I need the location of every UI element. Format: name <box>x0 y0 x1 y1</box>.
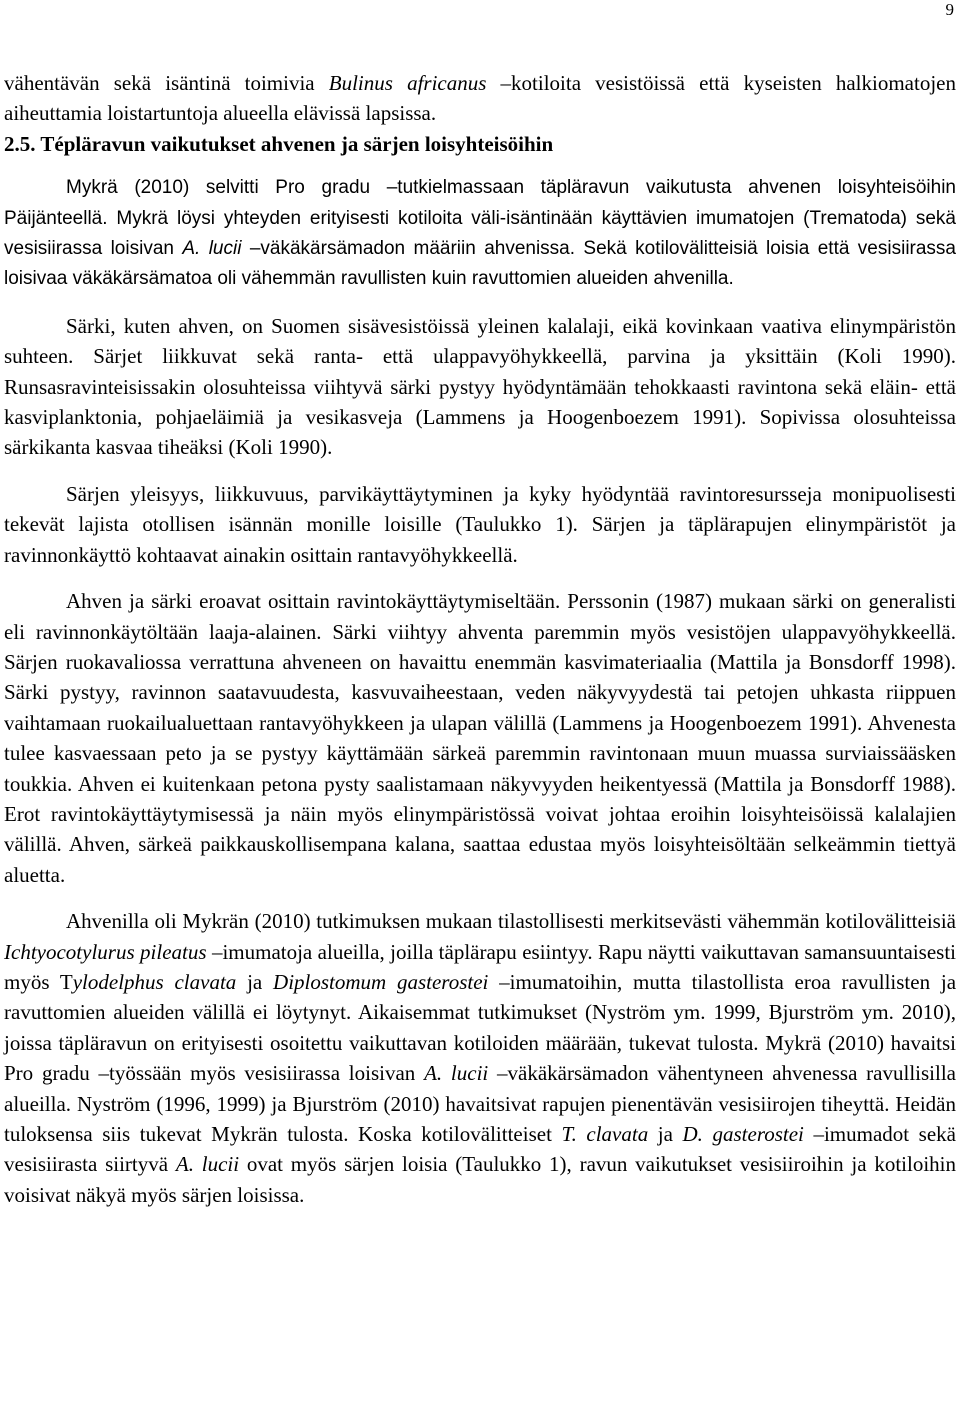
species-name: Diplostomum gasterostei <box>273 969 489 994</box>
text-run: –väkäkärsämadon vähentyneen ahvenessa ravullisilla alueilla. Nyström (1996, 1999) ja Bjurström (2010) havaitsivat rapujen pienentävän vesisiirojen tiheyttä. Heidän tuloksensa siis tukevat Mykrän tulosta. Koska kotilovälitteiset <box>4 1061 956 1146</box>
text-run: –imumadot sekä vesisiirasta siirtyvä <box>4 1122 956 1177</box>
text-run: vähentävän sekä isäntinä toimivia <box>4 71 329 95</box>
species-name: D. gasterostei <box>682 1122 804 1146</box>
species-name: A. lucii <box>175 1152 240 1177</box>
text-run: ovat myös särjen loisia (Taulukko 1), ravun vaikutukset vesisiiroihin ja kotiloihin voisivat näkyä myös särjen loisissa. <box>4 1152 956 1207</box>
text-run: Ahvenilla oli Mykrän (2010) tutkimuksen mukaan tilastollisesti merkitsevästi vähemmän kotilovälitteisiä <box>66 909 956 934</box>
species-name: A. lucii <box>424 1061 489 1086</box>
section-heading: 2.5. Tépläravun vaikutukset ahvenen ja särjen loisyhteisöihin <box>4 131 554 156</box>
page-number: 9 <box>945 0 954 19</box>
text-run: ja <box>648 1122 683 1146</box>
document-body <box>4 68 956 1210</box>
paragraph-ahven-ja-sarki: Ahven ja särki eroavat osittain ravintokäyttäytymiseltään. Perssonin (1987) mukaan särki on generalisti eli ravinnonkäytöltään laaja-alainen. Särki viihtyy ahventa paremmin myös vesistöjen ulappavyöhykkeellä. Särjen ruokavaliossa verrattuna ahveneen on havaittu enemmän kasvimateriaalia (Mattila ja Bonsdorff 1998). Särki pystyy, ravinnon saatavuudesta, kasvuvaiheestaan, veden näkyvyydestä tai petojen uhkasta riippuen vaihtamaan ruokailualuettaan rantavyöhykkeen ja ulapan välillä (Lammens ja Hoogenboezem 1991). Ahvenesta tulee kasvaessaan peto ja se pystyy käyttämään särkeä paremmin ravintonaan muun muassa surviaissääsken toukkia. Ahven ei kuitenkaan petona pysty saalistamaan näkyvyyden heikentyessä (Mattila ja Bonsdorff 1988). Erot ravintokäyttäytymisessä ja näin myös elinympäristössä voivat johtaa eroihin loisyhteisöissä kalalajien välillä. Ahven, särkeä paikkauskollisempana kalana, saattaa edustaa myös loisyhteisöltään selkeämmin tiettyä aluetta. <box>4 589 956 887</box>
species-name: Ichtyocotylurus pileatus <box>4 939 207 964</box>
text-run: –imumatoihin, mutta tilastollista eroa ravullisten ja ravuttomien alueiden välillä ei löytynyt. Aikaisemmat tutkimukset (Nyström ym. 1999, Bjurström ym. 2010), joissa täpläravun on erityisesti osoitettu vaikuttavan kotiloiden määrään, tukevat tulosta. Mykrä (2010) havaitsi Pro gradu –työssään myös vesisiirassa loisivan <box>4 969 957 1086</box>
paragraph-continuation <box>4 68 956 129</box>
text-run: –kotiloita vesistöissä että kyseisten halkiomatojen aiheuttamia loistartuntoja alueella elävissä lapsissa. <box>4 71 956 126</box>
paragraph-ahvenilla <box>4 906 956 1210</box>
species-name: ylodelphus clavata <box>72 969 237 994</box>
text-run: –väkäkärsämadon määriin ahvenissa. Sekä kotilovälitteisiä loisia että vesisiirassa loisivaa väkäkärsämatoa oli vähemmän ravullisten kuin ravuttomien alueiden ahvenilla. <box>4 238 956 290</box>
species-name: Bulinus africanus <box>328 71 487 95</box>
paragraph-mykra <box>4 173 956 295</box>
paragraph-sarjen-yleisyys: Särjen yleisyys, liikkuvuus, parvikäyttäytyminen ja kyky hyödyntää ravintoresursseja monipuolisesti tekevät lajista otollisen isännän monille loisille (Taulukko 1). Särjen ja täplärapujen elinympäristöt ja ravinnonkäyttö kohtaavat ainakin osittain rantavyöhykkeellä. <box>4 481 956 567</box>
text-run: Mykrä (2010) selvitti Pro gradu –tutkielmassaan täpläravun vaikutusta ahvenen loisyhteisöihin Päijänteellä. Mykrä löysi yhteyden erityisesti kotiloita väli-isäntinään käyttävien imumatojen (Trematoda) sekä vesisiirassa loisivan <box>4 177 956 260</box>
paragraph-sarki: Särki, kuten ahven, on Suomen sisävesistöissä yleinen kalalaji, eikä kovinkaan vaativa elinympäristön suhteen. Särjet liikkuvat sekä ranta- että ulappavyöhykkeellä, parvina ja yksittäin (Koli 1990). Runsasravinteisissakin olosuhteissa viihtyvä särki pystyy hyödyntämään tehokkaasti ravintona sekä eläin- että kasviplanktonia, pohjaeläimiä ja vesikasveja (Lammens ja Hoogenboezem 1991). Sopivissa olosuhteissa särkikanta kasvaa tiheäksi (Koli 1990). <box>4 313 956 460</box>
text-run: ja <box>236 969 274 994</box>
text-run: –imumatoja alueilla, joilla täplärapu esiintyy. Rapu näytti vaikuttavan samansuuntaisesti myös T <box>4 939 956 994</box>
species-name: T. clavata <box>561 1122 649 1146</box>
species-name: A. lucii <box>182 238 242 260</box>
